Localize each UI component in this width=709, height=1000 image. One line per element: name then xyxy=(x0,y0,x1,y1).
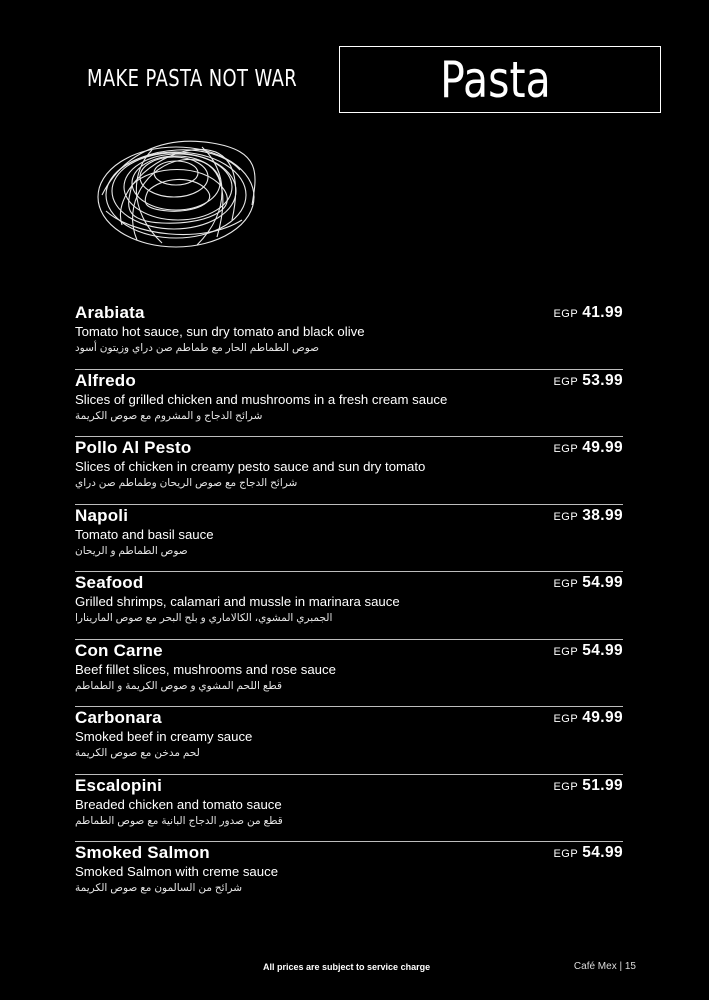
item-description: Tomato hot sauce, sun dry tomato and black olive xyxy=(75,324,365,339)
menu-item-napoli xyxy=(75,505,623,573)
currency-label: EGP xyxy=(553,780,579,793)
item-description-arabic: لحم مدخن مع صوص الكريمة xyxy=(75,747,200,759)
currency-label: EGP xyxy=(553,848,579,860)
item-price xyxy=(553,640,623,663)
item-price xyxy=(553,370,623,393)
menu-item-alfredo xyxy=(75,370,623,438)
page-number: 15 xyxy=(624,961,636,972)
menu-item-seafood xyxy=(75,572,623,640)
item-price xyxy=(553,437,623,460)
currency-label: EGP xyxy=(553,308,579,320)
currency-label: EGP xyxy=(553,578,579,590)
price-value: 51.99 xyxy=(582,776,623,794)
brand-name: Café Mex xyxy=(573,961,617,972)
item-price xyxy=(553,572,623,595)
item-description-arabic: شرائح الدجاج و المشروم مع صوص الكريمة xyxy=(75,409,263,422)
pasta-menu-list xyxy=(75,302,623,910)
item-name: Con Carne xyxy=(75,640,163,660)
item-description-arabic: الجمبري المشوي، الكالاماري و بلح البحر مع صوص المارينارا xyxy=(75,612,333,624)
item-price xyxy=(553,842,623,865)
tagline: MAKE PASTA NOT WAR xyxy=(87,66,298,92)
currency-label: EGP xyxy=(553,375,579,388)
item-price xyxy=(553,775,623,798)
price-value: 54.99 xyxy=(582,641,623,659)
item-description-arabic: قطع من صدور الدجاج البانية مع صوص الطماطم xyxy=(75,814,283,827)
currency-label: EGP xyxy=(553,713,579,725)
item-description-arabic: شرائح من السالمون مع صوص الكريمة xyxy=(75,882,243,894)
menu-item-smoked-salmon xyxy=(75,842,623,910)
price-value: 54.99 xyxy=(582,844,623,861)
currency-label: EGP xyxy=(553,510,579,523)
item-description: Beef fillet slices, mushrooms and rose sauce xyxy=(75,661,336,677)
item-name: Napoli xyxy=(75,505,129,525)
item-description-arabic: صوص الطماطم و الريحان xyxy=(75,544,188,557)
item-name: Seafood xyxy=(75,573,144,592)
menu-item-con-carne xyxy=(75,640,623,708)
item-name: Carbonara xyxy=(75,708,162,727)
price-value: 41.99 xyxy=(582,304,623,321)
item-description: Tomato and basil sauce xyxy=(75,526,214,542)
item-name: Arabiata xyxy=(75,303,145,322)
service-charge-note: All prices are subject to service charge xyxy=(263,962,431,972)
item-description-arabic: قطع اللحم المشوي و صوص الكريمة و الطماطم xyxy=(75,679,283,692)
item-price xyxy=(553,707,623,730)
price-value: 54.99 xyxy=(582,574,623,591)
item-price xyxy=(553,505,623,528)
menu-item-pollo-al-pesto xyxy=(75,437,623,505)
pasta-nest-icon xyxy=(92,125,262,260)
item-description: Slices of chicken in creamy pesto sauce and sun dry tomato xyxy=(75,459,426,474)
item-name: Alfredo xyxy=(75,370,136,390)
footer-brand xyxy=(574,961,636,972)
footer-separator: | xyxy=(619,961,623,972)
item-name: Pollo Al Pesto xyxy=(75,438,192,457)
menu-item-carbonara xyxy=(75,707,623,775)
currency-label: EGP xyxy=(553,443,579,455)
item-price xyxy=(553,302,623,325)
item-description: Breaded chicken and tomato sauce xyxy=(75,796,282,812)
item-description-arabic: شرائح الدجاج مع صوص الريحان وطماطم صن دراي xyxy=(75,477,298,489)
item-description: Grilled shrimps, calamari and mussle in marinara sauce xyxy=(75,594,400,609)
item-description: Slices of grilled chicken and mushrooms in a fresh cream sauce xyxy=(75,391,448,407)
price-value: 49.99 xyxy=(582,709,623,726)
price-value: 49.99 xyxy=(582,439,623,456)
item-description: Smoked beef in creamy sauce xyxy=(75,729,253,744)
page-title-box xyxy=(339,46,661,113)
menu-item-arabiata xyxy=(75,302,623,370)
item-name: Escalopini xyxy=(75,775,163,795)
item-name: Smoked Salmon xyxy=(75,843,210,862)
item-description-arabic: صوص الطماطم الحار مع طماطم صن دراي وزيتون أسود xyxy=(75,342,320,354)
currency-label: EGP xyxy=(553,645,579,658)
page-title: Pasta xyxy=(439,50,551,109)
price-value: 53.99 xyxy=(582,371,623,389)
price-value: 38.99 xyxy=(582,506,623,524)
item-description: Smoked Salmon with creme sauce xyxy=(75,864,279,879)
menu-item-escalopini xyxy=(75,775,623,843)
